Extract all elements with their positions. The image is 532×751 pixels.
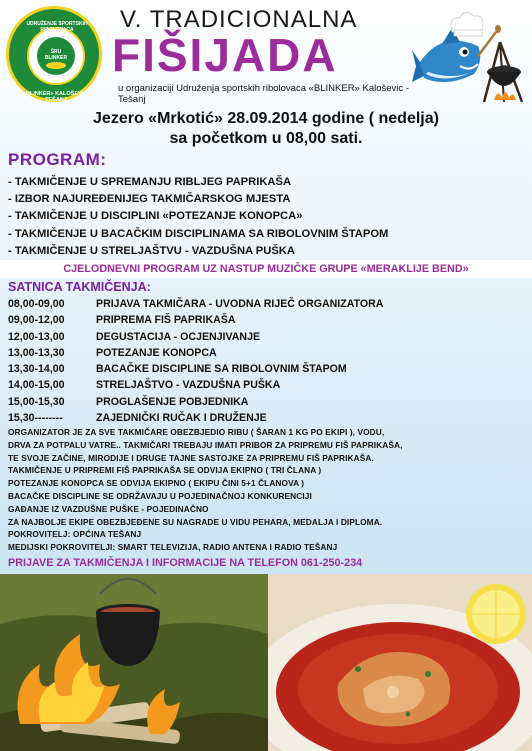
fish-chef-mascot-icon xyxy=(412,2,530,106)
list-item: - TAKMIČENJE U DISCIPLINI «POTEZANJE KONOPCA» xyxy=(8,210,303,223)
program-list xyxy=(8,174,528,260)
schedule-time: 08,00-09,00 xyxy=(8,298,65,310)
note-line: GAĐANJE IZ VAZDUŠNE PUŠKE - POJEDINAČNO xyxy=(8,503,209,514)
note-line: POTEZANJE KONOPCA SE ODVIJA EKIPNO ( EKIPU ČINI 5+1 ČLANOVA ) xyxy=(8,478,305,489)
note-line: DRVA ZA POTPALU VATRE.. TAKMIČARI TREBAJU IMATI PRIBOR ZA PRIPREMU FIŠ PAPRIKAŠA, xyxy=(8,439,403,450)
fish-icon xyxy=(46,62,66,69)
schedule-activity: PRIPREMA FIŠ PAPRIKAŠA xyxy=(96,314,236,327)
list-item: - IZBOR NAJUREĐENIJEG TAKMIČARSKOG MJESTA xyxy=(8,193,291,206)
schedule-row xyxy=(8,345,528,361)
schedule-activity: PRIJAVA TAKMIČARA - UVODNA RIJEČ ORGANIZATORA xyxy=(96,298,384,310)
schedule-activity: STRELJAŠTVO - VAZDUŠNA PUŠKA xyxy=(96,379,281,392)
schedule-activity: POTEZANJE KONOPCA xyxy=(96,346,217,359)
club-logo xyxy=(6,6,102,102)
note-line: TE SVOJE ZAČINE, MIRODIJE I DRUGE TAJNE SASTOJKE ZA PRIPREMU FIŠ PAPRIKAŠA. xyxy=(8,452,374,463)
schedule-time: 15,00-15,30 xyxy=(8,395,65,408)
schedule-row xyxy=(8,329,528,345)
list-item: - TAKMIČENJE U STRELJAŠTVU - VAZDUŠNA PUŠKA xyxy=(8,244,295,257)
schedule-activity: PROGLAŠENJE POBJEDNIKA xyxy=(96,395,249,408)
note-line: MEDIJSKI POKROVITELJI: SMART TELEVIZIJA, RADIO ANTENA I RADIO TEŠANJ xyxy=(8,542,338,553)
music-band-banner: CJELODNEVNI PROGRAM UZ NASTUP MUZIČKE GRUPE «MERAKLIJE BEND» xyxy=(0,260,532,278)
list-item: - TAKMIČENJE U SPREMANJU RIBLJEG PAPRIKAŠA xyxy=(8,176,292,188)
schedule-activity: ZAJEDNIČKI RUČAK I DRUŽENJE xyxy=(96,412,267,425)
schedule-activity: BACAČKE DISCIPLINE SA RIBOLOVNIM ŠTAPOM xyxy=(96,363,347,376)
schedule-row xyxy=(8,312,528,328)
list-item: - TAKMIČENJE U BACAČKIM DISCIPLINAMA SA RIBOLOVNIM ŠTAPOM xyxy=(8,227,389,240)
note-line: TAKMIČENJE U PRIPREMI FIŠ PAPRIKAŠA SE ODVIJA EKIPNO ( TRI ČLANA ) xyxy=(8,465,322,476)
rules-notes xyxy=(8,426,528,554)
event-start-time: sa početkom u 08,00 sati. xyxy=(169,130,363,147)
logo-inner-text: ŠRU BLINKER xyxy=(44,49,68,61)
schedule-row xyxy=(8,410,528,426)
schedule-time: 13,00-13,30 xyxy=(8,346,65,359)
page-title: FIŠIJADA xyxy=(112,29,338,81)
campfire-cauldron-photo xyxy=(0,574,268,751)
schedule-time: 12,00-13,00 xyxy=(8,330,65,343)
logo-ring-text: UDRUŽENJE SPORTSKIH RIBOLOVACA xyxy=(26,21,88,33)
schedule-row xyxy=(8,377,528,393)
schedule-activity: DEGUSTACIJA - OCJENJIVANJE xyxy=(96,330,261,343)
campfire-icon xyxy=(0,574,268,751)
schedule-time: 09,00-12,00 xyxy=(8,314,65,327)
event-edition: V. TRADICIONALNA xyxy=(120,6,358,33)
schedule-time: 14,00-15,00 xyxy=(8,379,65,392)
schedule-list xyxy=(8,296,528,426)
schedule-row xyxy=(8,394,528,410)
schedule-time: 13,30-14,00 xyxy=(8,363,65,376)
note-line: ORGANIZATOR JE ZA SVE TAKMIČARE OBEZBJEDIO RIBU ( ŠARAN 1 KG PO EKIPI ), VODU, xyxy=(8,427,385,437)
note-line: POKROVITELJ: OPĆINA TEŠANJ xyxy=(8,529,142,540)
fish-dish-icon xyxy=(268,574,532,751)
logo-bottom-text: «BLINKER» KALOŠEVIĆ-TEŠANJ xyxy=(23,91,90,103)
program-heading: PROGRAM: xyxy=(8,150,107,169)
schedule-row xyxy=(8,296,528,312)
registration-info: PRIJAVE ZA TAKMIČENJA I INFORMACIJE NA TELEFON 061-250-234 xyxy=(8,557,363,569)
event-location-date: Jezero «Mrkotić» 28.09.2014 godine ( nedelja) xyxy=(93,110,439,127)
fish-paprikash-photo xyxy=(268,574,532,751)
note-line: BACAČKE DISCIPLINE SE ODRŽAVAJU U POJEDINAČNOJ KONKURENCIJI xyxy=(8,490,312,501)
organizer-line: u organizaciji Udruženja sportskih ribolovaca «BLINKER» Kaloševic - Tešanj xyxy=(118,83,409,105)
schedule-heading: SATNICA TAKMIČENJA: xyxy=(8,280,151,294)
schedule-time: 15,30-------- xyxy=(8,412,63,425)
schedule-row xyxy=(8,361,528,377)
note-line: ZA NAJBOLJE EKIPE OBEZBJEĐENE SU NAGRADE U VIDU PEHARA, MEDALJA I DIPLOMA. xyxy=(8,516,383,527)
